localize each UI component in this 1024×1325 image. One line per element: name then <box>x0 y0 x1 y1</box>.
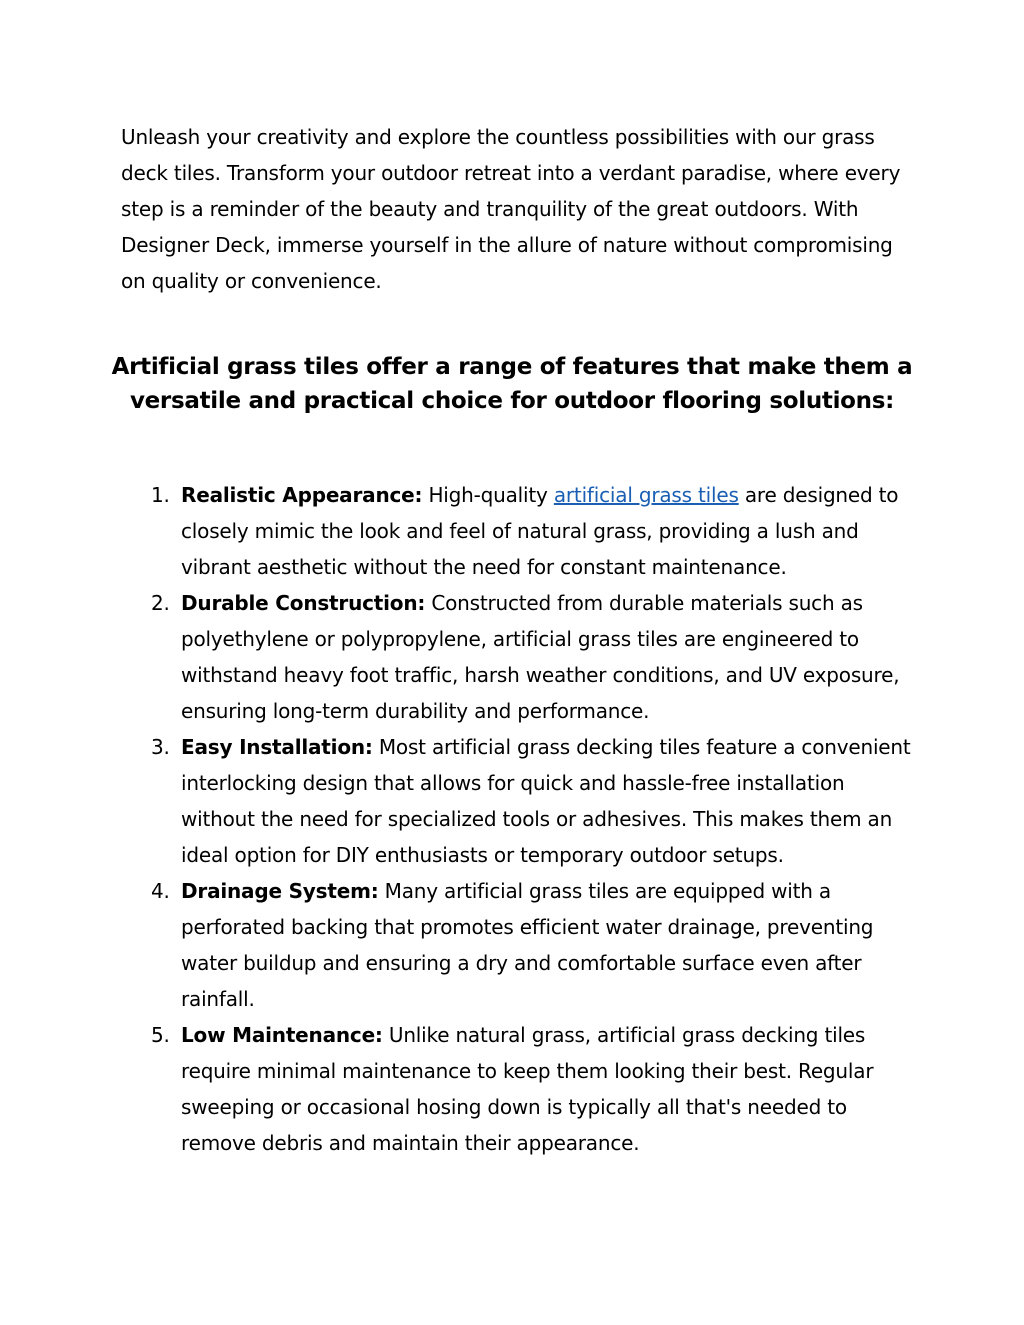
feature-term: Realistic Appearance: <box>181 483 423 507</box>
features-list <box>147 477 917 1161</box>
list-item <box>147 729 917 873</box>
feature-term: Durable Construction: <box>181 591 426 615</box>
feature-text: Unlike natural grass, artificial grass decking tiles require minimal maintenance to keep them looking their best. Regular sweeping or occasional hosing down is typically all that's needed to remove debris and maintain their appearance. <box>181 1023 874 1155</box>
feature-text: are designed to closely mimic the look and feel of natural grass, providing a lush and vibrant aesthetic without the need for constant maintenance. <box>181 483 899 579</box>
feature-text: High-quality <box>422 483 554 507</box>
artificial-grass-tiles-link[interactable]: artificial grass tiles <box>553 483 739 507</box>
feature-term: Easy Installation: <box>181 735 373 759</box>
section-heading: Artificial grass tiles offer a range of features that make them a versatile and practical choice for outdoor flooring solutions: <box>111 354 913 414</box>
list-number: 1. <box>151 483 170 507</box>
feature-text: Many artificial grass tiles are equipped with a perforated backing that promotes efficient water drainage, preventing water buildup and ensuring a dry and comfortable surface even after rainfall. <box>181 879 874 1011</box>
list-item <box>147 585 917 729</box>
list-item <box>147 1017 917 1161</box>
list-item <box>147 873 917 1017</box>
feature-term: Drainage System: <box>181 879 379 903</box>
intro-paragraph: Unleash your creativity and explore the countless possibilities with our grass deck tiles. Transform your outdoor retreat into a verdant paradise, where every step is a reminder of the beauty and tranquility of the great outdoors. With Designer Deck, immerse yourself in the allure of nature without compromising on quality or convenience. <box>121 125 901 293</box>
list-number: 2. <box>151 591 170 615</box>
feature-text: Most artificial grass decking tiles feature a convenient interlocking design that allows for quick and hassle-free installation without the need for specialized tools or adhesives. This makes them an ideal option for DIY enthusiasts or temporary outdoor setups. <box>181 735 911 867</box>
feature-text: Constructed from durable materials such as polyethylene or polypropylene, artificial grass tiles are engineered to withstand heavy foot traffic, harsh weather conditions, and UV exposure, ensuring long-term durability and performance. <box>181 591 900 723</box>
list-item <box>147 477 917 585</box>
feature-term: Low Maintenance: <box>181 1023 383 1047</box>
list-number: 5. <box>151 1023 170 1047</box>
list-number: 4. <box>151 879 170 903</box>
list-number: 3. <box>151 735 170 759</box>
